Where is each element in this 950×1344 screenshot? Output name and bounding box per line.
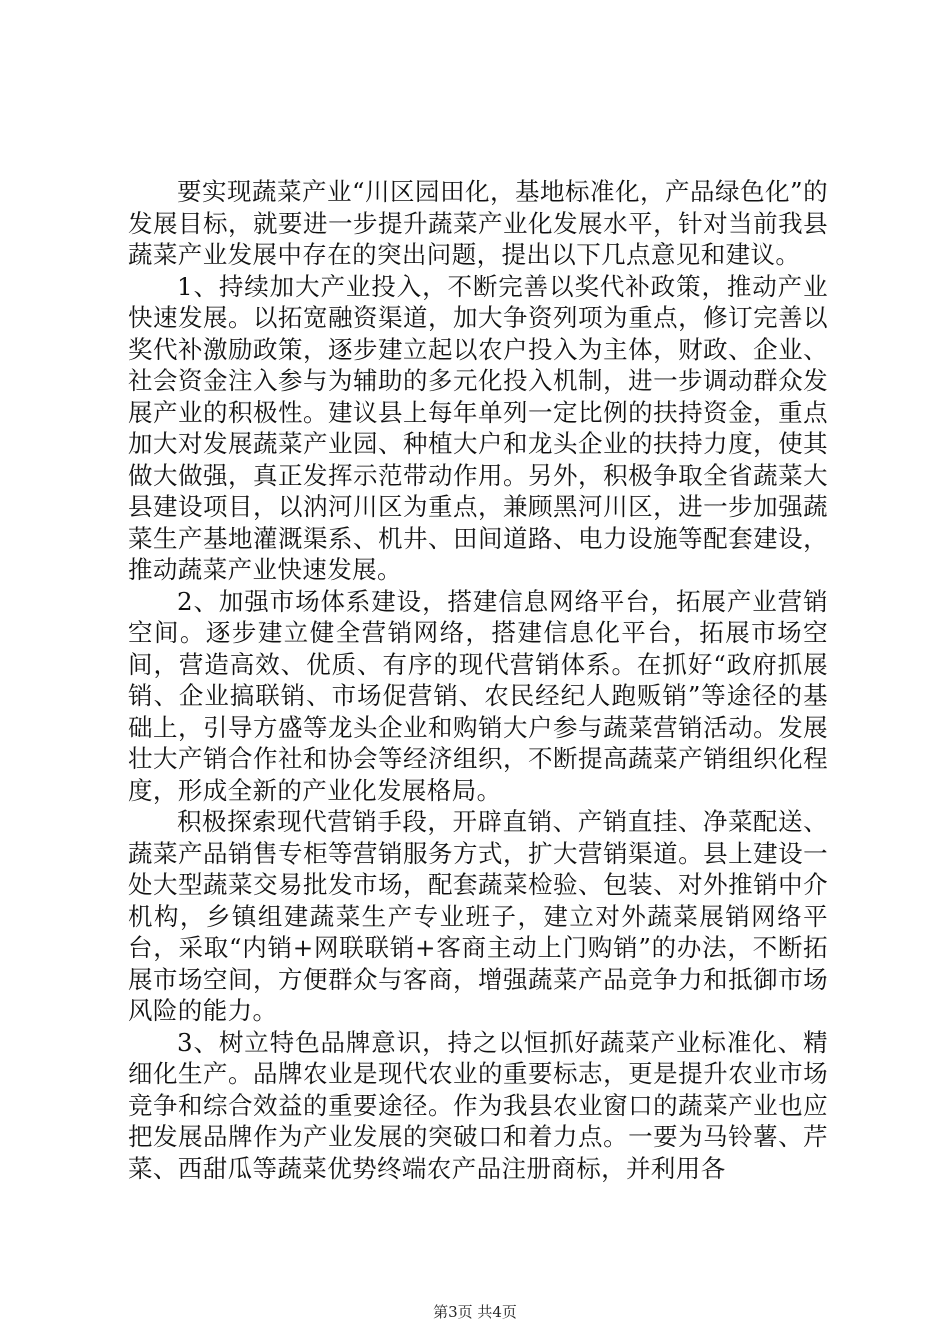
paragraph-intro: 要实现蔬菜产业“川区园田化，基地标准化，产品绿色化”的发展目标，就要进一步提升蔬菜产业化发展水平，针对当前我县蔬菜产业发展中存在的突出问题，提出以下几点意见和建议。 [128, 177, 828, 269]
paragraph-item-2: 2、加强市场体系建设，搭建信息网络平台，拓展产业营销空间。逐步建立健全营销网络，搭建信息化平台，拓展市场空间，营造高效、优质、有序的现代营销体系。在抓好“政府抓展销、企业搞联销、市场促营销、农民经纪人跑贩销”等途径的基础上，引导方盛等龙头企业和购销大户参与蔬菜营销活动。发展壮大产销合作社和协会等经济组织，不断提高蔬菜产销组织化程度，形成全新的产业化发展格局。 [128, 586, 828, 805]
page-footer: 第3页 共4页 [433, 1303, 517, 1321]
paragraph-item-3: 3、树立特色品牌意识，持之以恒抓好蔬菜产业标准化、精细化生产。品牌农业是现代农业的重要标志，更是提升农业市场竞争和综合效益的重要途径。作为我县农业窗口的蔬菜产业也应把发展品牌作为产业发展的突破口和着力点。一要为马铃薯、芹菜、西甜瓜等蔬菜优势终端农产品注册商标，并利用各 [128, 1027, 828, 1183]
paragraph-item-1: 1、持续加大产业投入，不断完善以奖代补政策，推动产业快速发展。以拓宽融资渠道，加大争资列项为重点，修订完善以奖代补激励政策，逐步建立起以农户投入为主体，财政、企业、社会资金注入参与为辅助的多元化投入机制，进一步调动群众发展产业的积极性。建议县上每年单列一定比例的扶持资金，重点加大对发展蔬菜产业园、种植大户和龙头企业的扶持力度，使其做大做强，真正发挥示范带动作用。另外，积极争取全省蔬菜大县建设项目，以汭河川区为重点，兼顾黑河川区，进一步加强蔬菜生产基地灌溉渠系、机井、田间道路、电力设施等配套建设，推动蔬菜产业快速发展。 [128, 271, 828, 584]
paragraph-marketing: 积极探索现代营销手段，开辟直销、产销直挂、净菜配送、蔬菜产品销售专柜等营销服务方式，扩大营销渠道。县上建设一处大型蔬菜交易批发市场，配套蔬菜检验、包装、对外推销中介机构，乡镇组建蔬菜生产专业班子，建立对外蔬菜展销网络平台，采取“内销+网联联销+客商主动上门购销”的办法，不断拓展市场空间，方便群众与客商，增强蔬菜产品竞争力和抵御市场风险的能力。 [128, 807, 828, 1025]
document-body [128, 176, 828, 1184]
